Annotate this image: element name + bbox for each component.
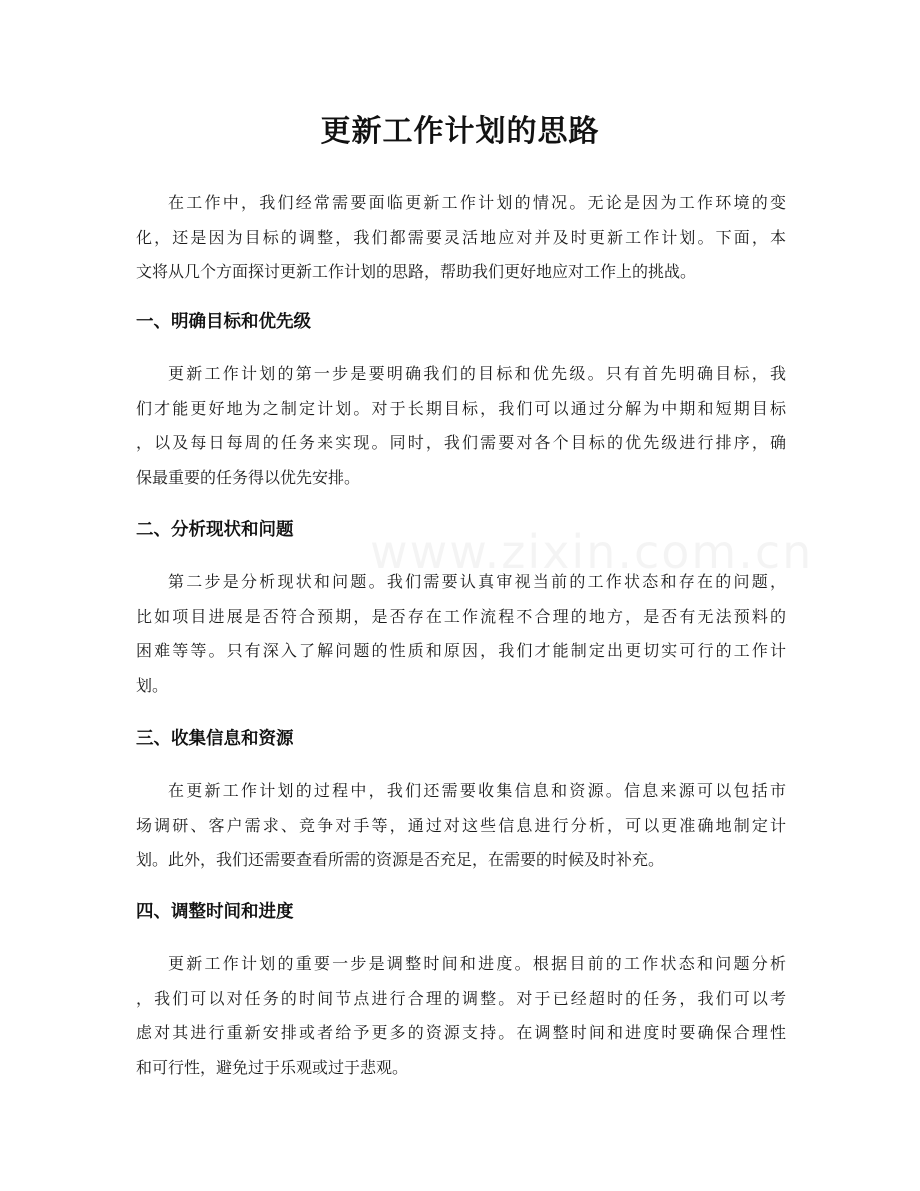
section-paragraph — [136, 565, 786, 703]
paragraph-line: 在更新工作计划的过程中，我们还需要收集信息和资源。信息来源可以包括市 — [168, 781, 786, 800]
paragraph-line: 更新工作计划的重要一步是调整时间和进度。根据目前的工作状态和问题分析 — [168, 954, 786, 973]
section-heading: 二、分析现状和问题 — [136, 520, 294, 540]
paragraph-line: 场调研、客户需求、竞争对手等，通过对这些信息进行分析，可以更准确地制定计 — [136, 815, 786, 835]
paragraph-line: 和可行性，避免过于乐观或过于悲观。 — [136, 1057, 409, 1077]
paragraph-line: ，以及每日每周的任务来实现。同时，我们需要对各个目标的优先级进行排序，确 — [136, 433, 786, 452]
paragraph-line: ，我们可以对任务的时间节点进行合理的调整。对于已经超时的任务，我们可以考 — [136, 988, 786, 1008]
paragraph-line: 在工作中，我们经常需要面临更新工作计划的情况。无论是因为工作环境的变 — [168, 193, 786, 212]
section-paragraph — [136, 947, 786, 1085]
section-heading: 四、调整时间和进度 — [136, 902, 294, 922]
paragraph-line: 虑对其进行重新安排或者给予更多的资源支持。在调整时间和进度时要确保合理性 — [136, 1023, 786, 1042]
paragraph-line: 更新工作计划的第一步是要明确我们的目标和优先级。只有首先明确目标，我 — [168, 364, 786, 383]
paragraph-line: 文将从几个方面探讨更新工作计划的思路，帮助我们更好地应对工作上的挑战。 — [136, 262, 697, 281]
section-heading: 一、明确目标和优先级 — [136, 312, 311, 332]
paragraph-line: 保最重要的任务得以优先安排。 — [136, 467, 361, 487]
paragraph-line: 化，还是因为目标的调整，我们都需要灵活地应对并及时更新工作计划。下面，本 — [136, 227, 786, 247]
paragraph-line: 划。此外，我们还需要查看所需的资源是否充足，在需要的时候及时补充。 — [136, 850, 665, 869]
intro-paragraph — [136, 186, 786, 290]
paragraph-line: 困难等等。只有深入了解问题的性质和原因，我们才能制定出更切实可行的工作计 — [136, 641, 786, 660]
paragraph-line: 第二步是分析现状和问题。我们需要认真审视当前的工作状态和存在的问题， — [168, 572, 786, 591]
paragraph-line: 比如项目进展是否符合预期，是否存在工作流程不合理的地方，是否有无法预料的 — [136, 606, 786, 626]
section-paragraph — [136, 357, 786, 495]
page-title: 更新工作计划的思路 — [320, 114, 600, 149]
section-paragraph — [136, 774, 786, 878]
paragraph-line: 划。 — [136, 675, 169, 695]
section-heading: 三、收集信息和资源 — [136, 729, 294, 749]
paragraph-line: 们才能更好地为之制定计划。对于长期目标，我们可以通过分解为中期和短期目标 — [136, 398, 786, 418]
